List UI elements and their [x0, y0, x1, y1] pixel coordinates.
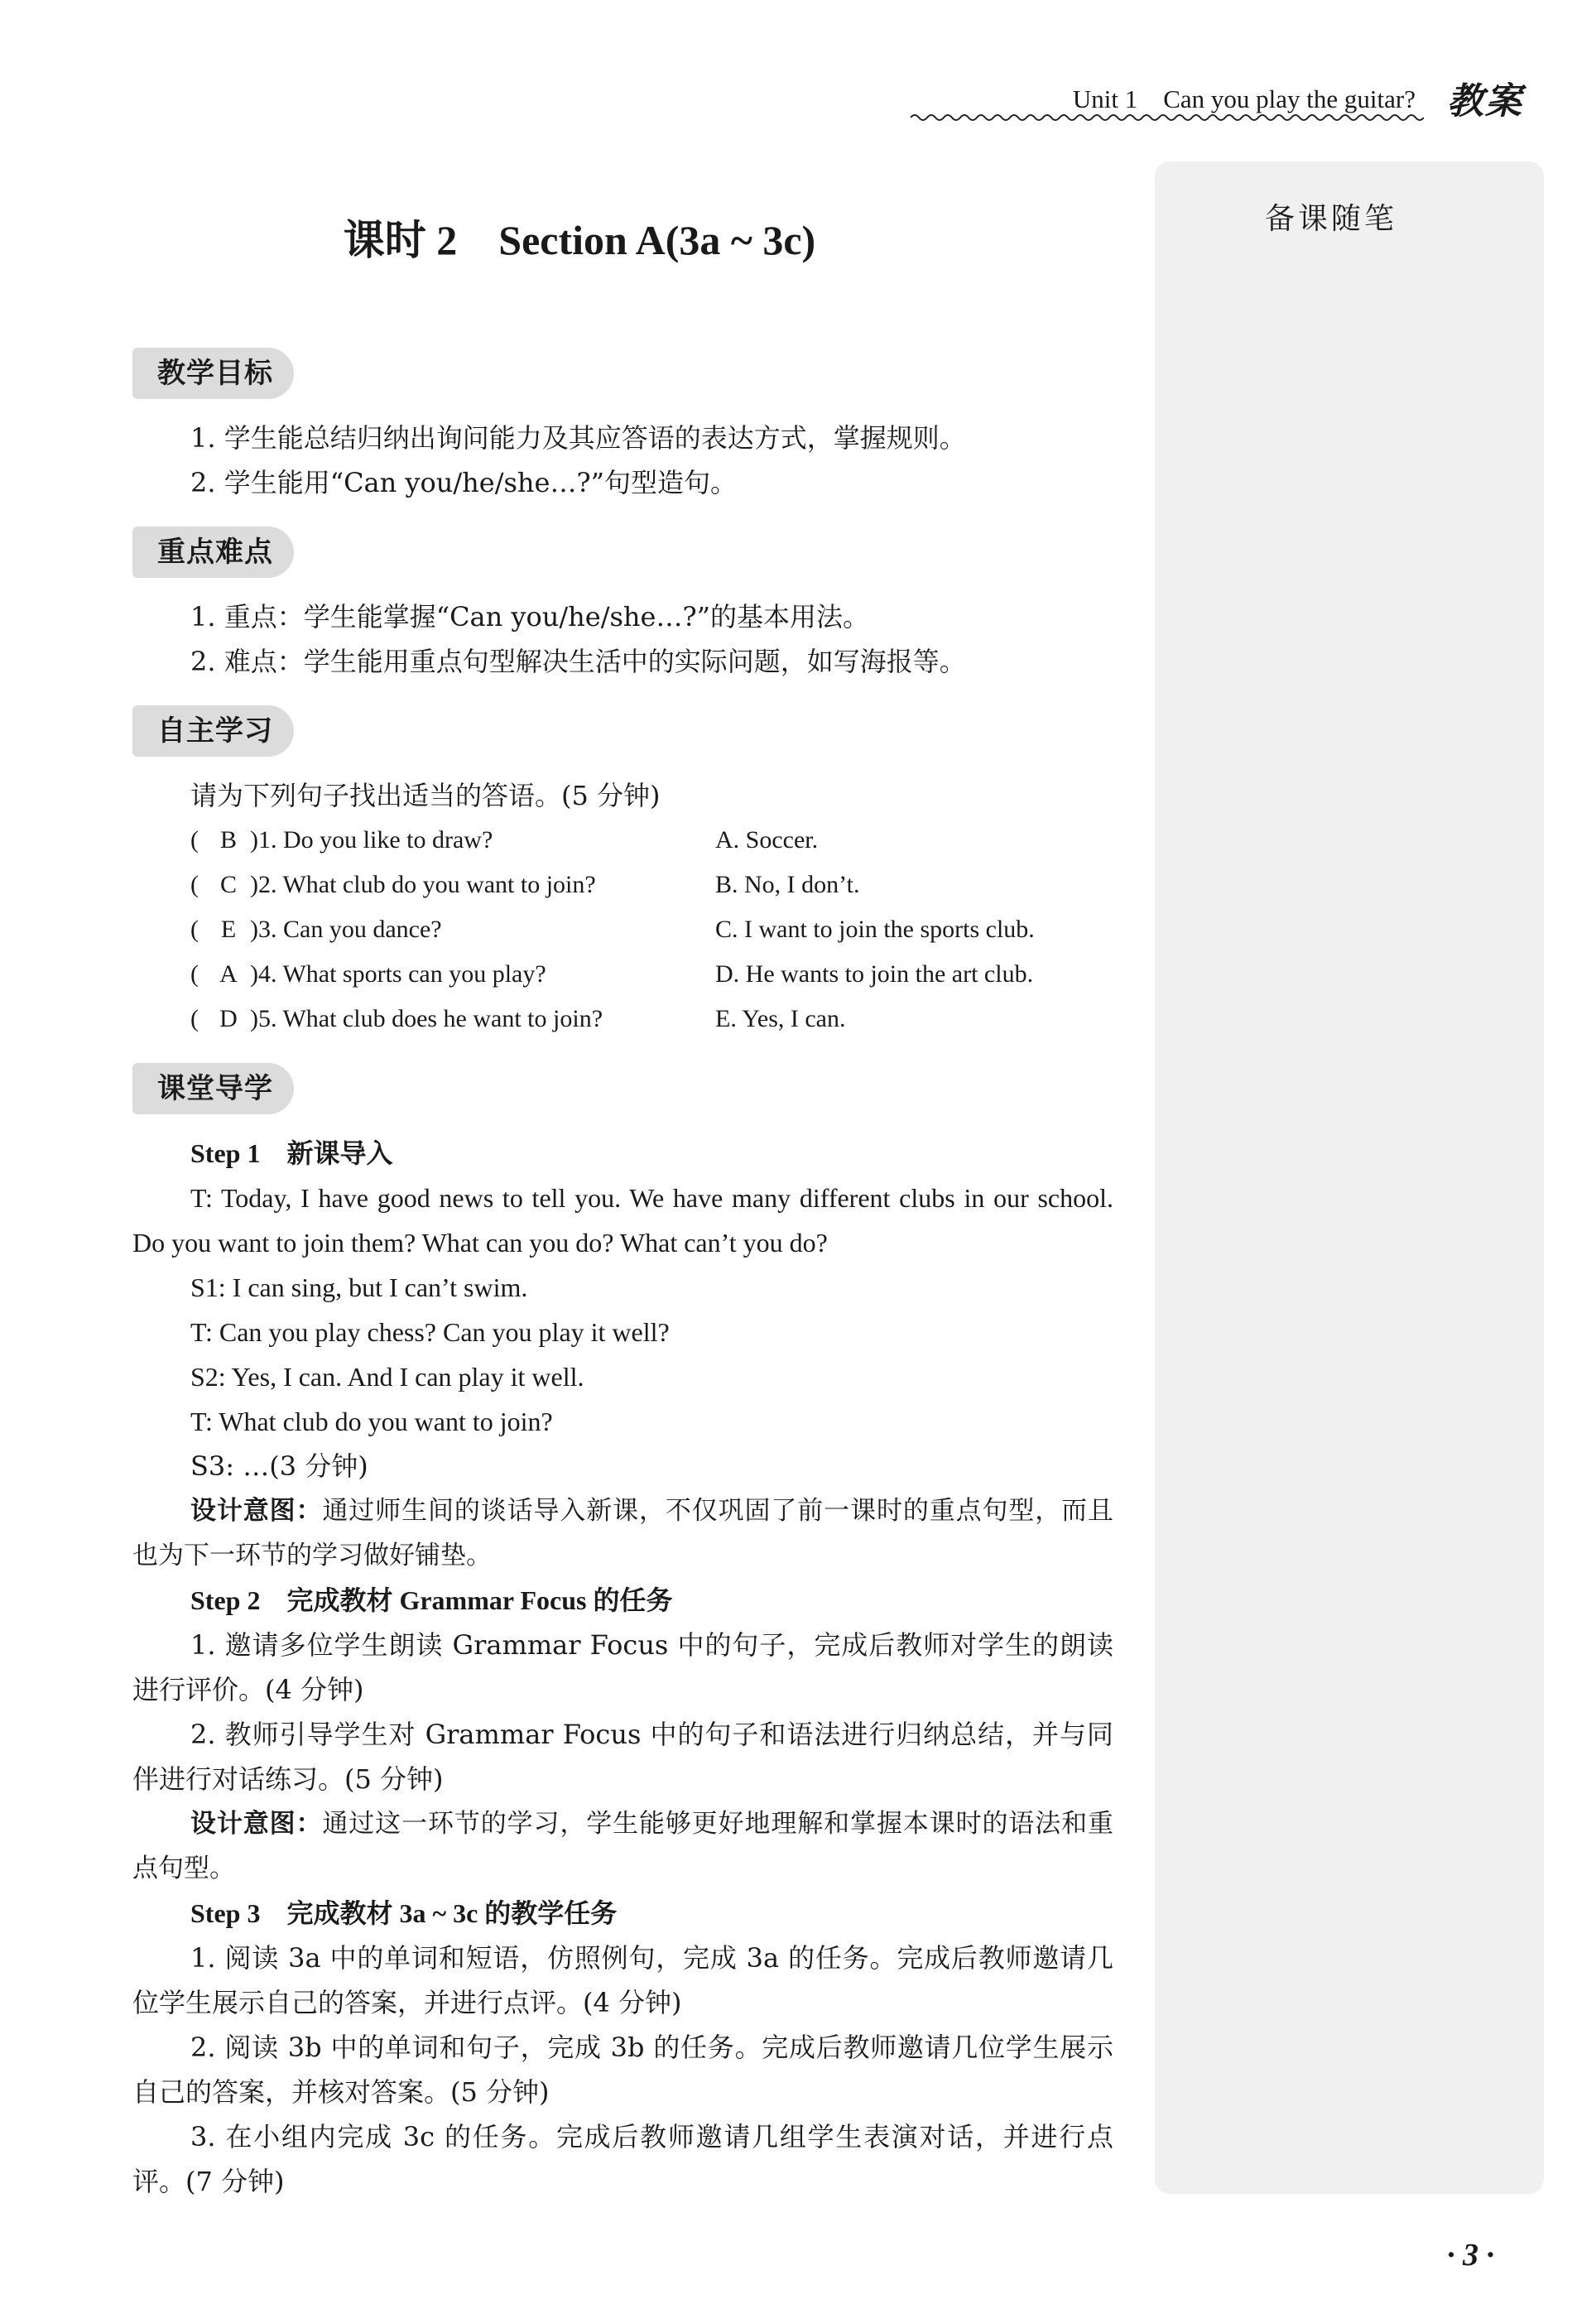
- key-point-item: 2. 难点：学生能用重点句型解决生活中的实际问题，如写海报等。: [190, 646, 966, 677]
- objective-item: 1. 学生能总结归纳出询问能力及其应答语的表达方式，掌握规则。: [190, 422, 966, 454]
- section-tag-class-guide: 课堂导学: [132, 1063, 294, 1114]
- exercise-option: E. Yes, I can.: [715, 1005, 846, 1032]
- dialogue-line: S2: Yes, I can. And I can play it well.: [190, 1362, 584, 1392]
- step-2-title: Step 2 完成教材 Grammar Focus 的任务: [190, 1585, 673, 1615]
- dialogue-line: S1: I can sing, but I can’t swim.: [190, 1272, 528, 1302]
- objective-item: 2. 学生能用“Can you/he/she…?”句型造句。: [190, 467, 737, 498]
- page-number: · 3 ·: [1447, 2238, 1494, 2272]
- page-title: 课时 2 Section A(3a ~ 3c): [343, 217, 816, 263]
- design-intent: [132, 1801, 1113, 1891]
- key-point-item: 1. 重点：学生能掌握“Can you/he/she…?”的基本用法。: [190, 601, 869, 632]
- section-tag-key-points: 重点难点: [132, 527, 294, 578]
- question-text: )3. Can you dance?: [250, 916, 442, 943]
- design-intent-text: 通过师生间的谈话导入新课，不仅巩固了前一课时的重点句型，而且也为下一环节的学习做好铺垫。: [132, 1496, 1114, 1570]
- dialogue-line: T: What club do you want to join?: [190, 1407, 553, 1436]
- running-title: Unit 1 Can you play the guitar?: [1072, 84, 1416, 113]
- design-intent: [132, 1489, 1113, 1578]
- section-tag-self-study: 自主学习: [132, 705, 294, 757]
- question-text: )1. Do you like to draw?: [250, 826, 493, 854]
- exercise-question: ( E )3. Can you dance?: [190, 907, 442, 952]
- exercise-option: C. I want to join the sports club.: [715, 916, 1035, 943]
- exercise-option: B. No, I don’t.: [715, 871, 860, 898]
- section-tag-objectives: 教学目标: [132, 348, 294, 399]
- step-item: 3. 在小组内完成 3c 的任务。完成后教师邀请几组学生表演对话，并进行点评。(7 分钟): [132, 2121, 1113, 2197]
- design-intent-label: 设计意图：: [190, 1809, 323, 1839]
- wavy-rule: [911, 111, 1424, 124]
- running-header: [911, 66, 1523, 124]
- exercise-question: ( A )4. What sports can you play?: [190, 952, 546, 997]
- sidebar-label: 备课随笔: [1265, 202, 1398, 236]
- dialogue-line: S3: …(3 分钟): [190, 1450, 368, 1482]
- answer-letter: C: [219, 871, 237, 898]
- step-3-title: Step 3 完成教材 3a ~ 3c 的教学任务: [190, 1898, 618, 1928]
- dialogue-line: T: Can you play chess? Can you play it well?: [190, 1317, 670, 1347]
- step-item: 2. 教师引导学生对 Grammar Focus 中的句子和语法进行归纳总结，并与同伴进行对话练习。(5 分钟): [132, 1719, 1113, 1795]
- exercise-option: A. Soccer.: [715, 826, 819, 854]
- exercise-question: ( C )2. What club do you want to join?: [190, 863, 596, 907]
- exercise-question: ( D )5. What club does he want to join?: [190, 997, 603, 1041]
- exercise-question: ( B )1. Do you like to draw?: [190, 818, 493, 863]
- brand-label: 教案: [1447, 80, 1523, 123]
- notes-sidebar: [1155, 161, 1544, 2194]
- answer-letter: E: [220, 916, 237, 943]
- question-text: )2. What club do you want to join?: [250, 871, 596, 898]
- question-text: )5. What club does he want to join?: [250, 1005, 603, 1032]
- design-intent-label: 设计意图：: [190, 1496, 323, 1526]
- answer-letter: D: [219, 1005, 238, 1032]
- design-intent-text: 通过这一环节的学习，学生能够更好地理解和掌握本课时的语法和重点句型。: [132, 1809, 1114, 1883]
- answer-letter: B: [219, 826, 237, 854]
- answer-letter: A: [219, 960, 238, 988]
- step-item: 1. 邀请多位学生朗读 Grammar Focus 中的句子，完成后教师对学生的朗读进行评价。(4 分钟): [132, 1629, 1113, 1705]
- question-text: )4. What sports can you play?: [250, 960, 546, 988]
- step-item: 2. 阅读 3b 中的单词和句子，完成 3b 的任务。完成后教师邀请几位学生展示自己的答案，并核对答案。(5 分钟): [132, 2032, 1113, 2108]
- step-item: 1. 阅读 3a 中的单词和短语，仿照例句，完成 3a 的任务。完成后教师邀请几位学生展示自己的答案，并进行点评。(4 分钟): [132, 1942, 1113, 2018]
- exercise-option: D. He wants to join the art club.: [715, 960, 1034, 988]
- dialogue-line: T: Today, I have good news to tell you. We have many different clubs in our school. Do you want to join them? What can you do? What can’t you do?: [132, 1183, 1113, 1258]
- step-1-title: Step 1 新课导入: [190, 1138, 393, 1168]
- exercise-instruction: 请为下列句子找出适当的答语。(5 分钟): [190, 780, 661, 811]
